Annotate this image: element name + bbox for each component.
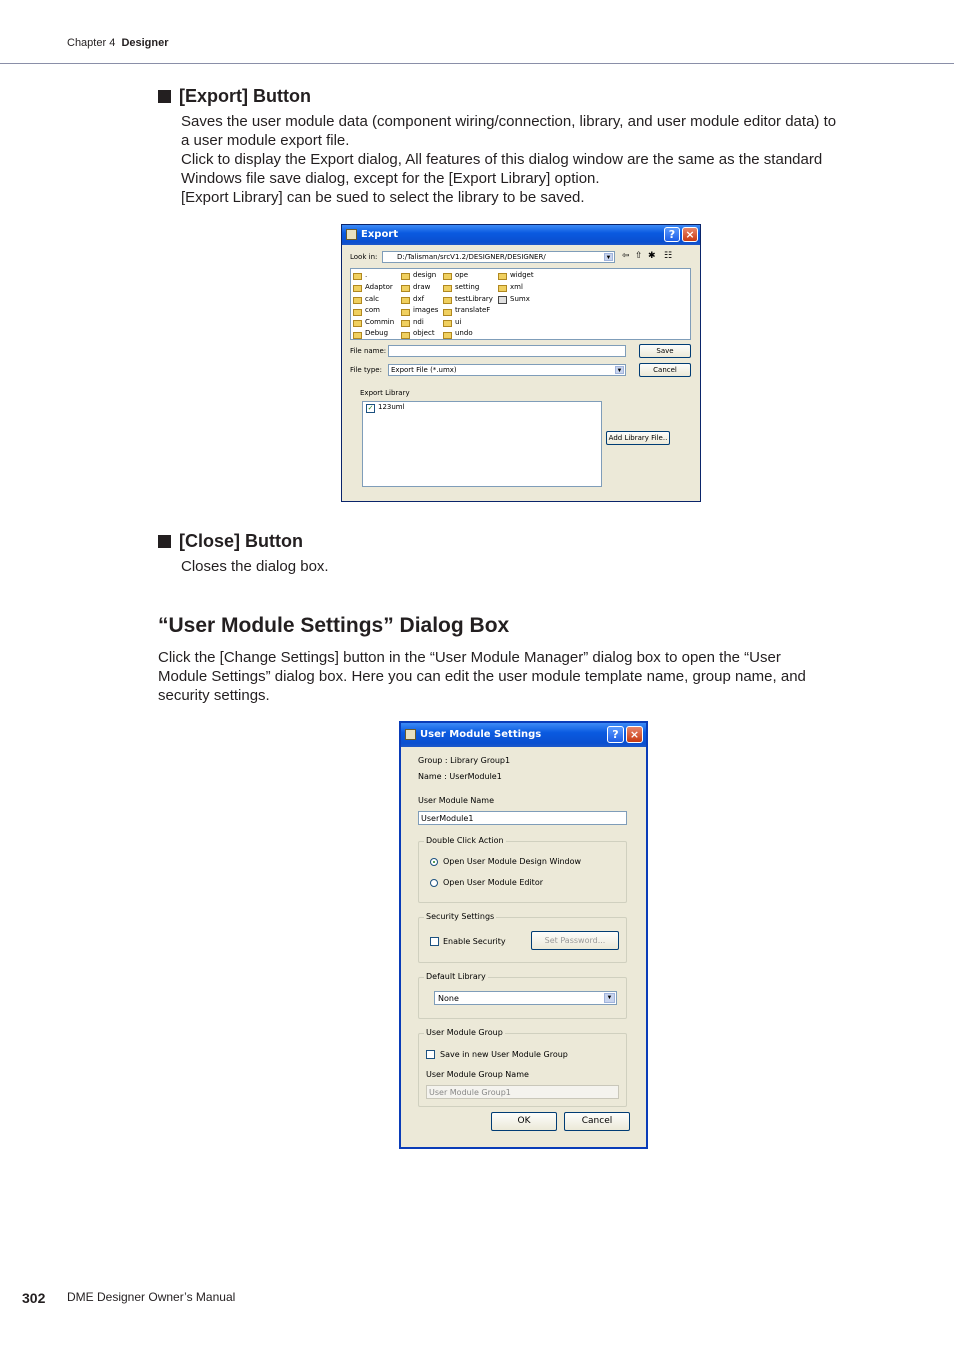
export-library-label: Export Library bbox=[360, 389, 410, 397]
user-module-group-group: User Module Group Save in new User Module Group User Module Group Name User Module Group1 bbox=[418, 1033, 627, 1107]
security-group: Security Settings Enable Security Set Password... bbox=[418, 917, 627, 963]
ums-dialog bbox=[399, 721, 648, 1149]
group-info: Group : Library Group1 bbox=[418, 756, 511, 765]
help-icon[interactable]: ? bbox=[607, 726, 624, 743]
square-bullet-icon bbox=[158, 535, 171, 548]
save-new-group-label: Save in new User Module Group bbox=[440, 1050, 568, 1059]
group-name-input[interactable]: User Module Group1 bbox=[426, 1085, 619, 1099]
running-header bbox=[67, 37, 169, 49]
close-icon[interactable]: × bbox=[626, 726, 643, 743]
close-icon[interactable]: × bbox=[682, 227, 698, 242]
folder-icon bbox=[443, 332, 452, 339]
folder-icon bbox=[443, 297, 452, 304]
user-module-name-label: User Module Name bbox=[418, 796, 495, 805]
save-new-group-checkbox[interactable] bbox=[426, 1050, 435, 1059]
app-icon bbox=[346, 229, 357, 240]
help-icon[interactable]: ? bbox=[664, 227, 680, 242]
folder-icon bbox=[498, 273, 507, 280]
chevron-down-icon: ▼ bbox=[605, 255, 612, 261]
folder-icon bbox=[443, 285, 452, 292]
chevron-down-icon: ▼ bbox=[616, 368, 623, 374]
open-design-label: Open User Module Design Window bbox=[443, 857, 582, 866]
chevron-down-icon: ▼ bbox=[604, 993, 615, 1003]
up-folder-icon[interactable]: ⇧ bbox=[635, 251, 643, 261]
cancel-button[interactable]: Cancel bbox=[564, 1112, 630, 1131]
open-editor-radio[interactable] bbox=[430, 879, 438, 887]
set-password-button[interactable]: Set Password... bbox=[531, 931, 619, 950]
square-bullet-icon bbox=[158, 90, 171, 103]
app-icon bbox=[405, 729, 416, 740]
folder-icon bbox=[443, 320, 452, 327]
save-button[interactable]: Save bbox=[639, 344, 691, 358]
file-icon bbox=[498, 296, 507, 304]
cancel-button[interactable]: Cancel bbox=[639, 363, 691, 377]
view-menu-icon[interactable]: ☷ bbox=[664, 251, 673, 261]
folder-icon bbox=[443, 309, 452, 316]
folder-icon bbox=[401, 285, 410, 292]
close-description: Closes the dialog box. bbox=[181, 558, 329, 575]
page-number: 302 bbox=[22, 1290, 46, 1306]
chapter-title: Designer bbox=[121, 37, 169, 49]
new-folder-icon[interactable]: ✱ bbox=[648, 251, 656, 261]
name-info: Name : UserModule1 bbox=[418, 772, 502, 781]
add-library-file-button[interactable]: Add Library File.. bbox=[606, 431, 670, 445]
manual-title: DME Designer Owner’s Manual bbox=[67, 1290, 236, 1304]
default-library-select[interactable]: None ▼ bbox=[434, 991, 617, 1005]
ums-description: Click the [Change Settings] button in the “User Module Manager” dialog box to open the “User Module Settings” dialog box. Here you can edit the user module template name, group name, and security settings. bbox=[158, 649, 806, 704]
ok-button[interactable]: OK bbox=[491, 1112, 557, 1131]
library-checkbox[interactable]: ✓ bbox=[367, 405, 374, 412]
folder-icon bbox=[401, 320, 410, 327]
folder-icon bbox=[353, 320, 362, 327]
export-description: Saves the user module data (component wiring/connection, library, and user module editor data) to a user module export file. Click to display the Export dialog, All features of this dialog window are the same as the standard Windows file save dialog, except for the [Export Library] option. [Export Library] can be sued to select the library to be saved. bbox=[181, 113, 837, 206]
double-click-group: Double Click Action Open User Module Design Window Open User Module Editor bbox=[418, 841, 627, 903]
group-name-label: User Module Group Name bbox=[426, 1070, 529, 1079]
file-name-input[interactable] bbox=[388, 345, 626, 357]
ums-title: User Module Settings bbox=[420, 729, 542, 740]
enable-security-checkbox[interactable] bbox=[430, 937, 439, 946]
folder-icon bbox=[401, 297, 410, 304]
header-rule bbox=[0, 63, 954, 64]
export-title: Export bbox=[361, 229, 399, 240]
folder-icon bbox=[401, 309, 410, 316]
folder-icon bbox=[353, 332, 362, 339]
file-name-label: File name: bbox=[350, 347, 387, 355]
enable-security-label: Enable Security bbox=[443, 937, 506, 946]
ums-heading: “User Module Settings” Dialog Box bbox=[158, 614, 510, 637]
chapter-label: Chapter 4 bbox=[67, 37, 116, 49]
folder-icon bbox=[353, 273, 362, 280]
folder-icon bbox=[401, 332, 410, 339]
back-icon[interactable]: ⇦ bbox=[622, 251, 630, 261]
export-heading: [Export] Button bbox=[158, 86, 311, 107]
ums-titlebar bbox=[401, 723, 646, 747]
folder-icon bbox=[353, 297, 362, 304]
close-heading: [Close] Button bbox=[158, 531, 303, 552]
export-dialog bbox=[341, 224, 701, 502]
export-titlebar bbox=[342, 225, 700, 245]
open-design-radio[interactable] bbox=[430, 858, 438, 866]
folder-icon bbox=[353, 309, 362, 316]
user-module-name-input[interactable]: UserModule1 bbox=[418, 811, 627, 825]
folder-icon bbox=[401, 273, 410, 280]
look-in-select[interactable]: D:/Talisman/srcV1.2/DESIGNER/DESIGNER/ ▼ bbox=[382, 251, 615, 263]
folder-icon bbox=[443, 273, 452, 280]
look-in-label: Look in: bbox=[350, 253, 378, 261]
export-library-list[interactable] bbox=[362, 401, 602, 487]
file-list[interactable]: . Adaptor calc com Commin Debug design draw dxf images ndi object ope setting testLibrary translateF ui undo widget xml Sumx bbox=[350, 268, 691, 340]
default-library-group: Default Library None ▼ bbox=[418, 977, 627, 1019]
file-type-select[interactable]: Export File (*.umx) ▼ bbox=[388, 364, 626, 376]
folder-icon bbox=[353, 285, 362, 292]
library-item: 123uml bbox=[378, 403, 405, 411]
file-type-label: File type: bbox=[350, 366, 382, 374]
folder-icon bbox=[498, 285, 507, 292]
open-editor-label: Open User Module Editor bbox=[443, 878, 543, 887]
